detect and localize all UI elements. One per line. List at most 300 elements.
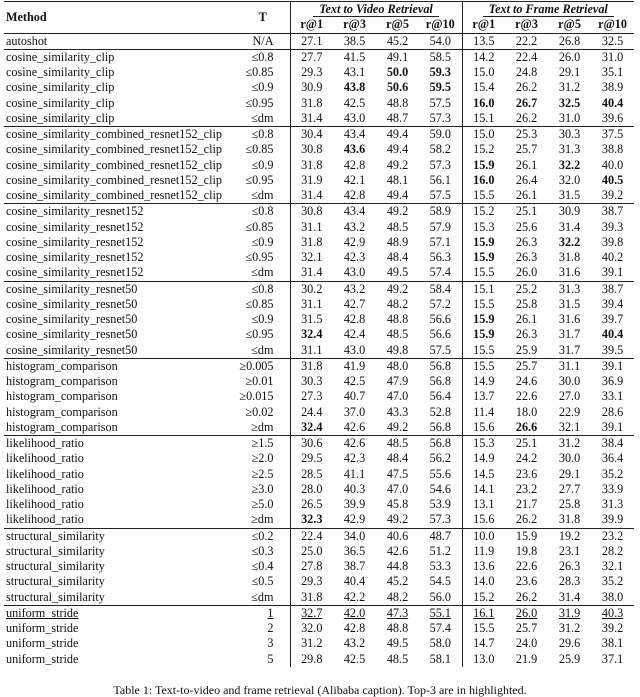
- value-cell: 48.5: [386, 651, 409, 666]
- table-row: [4, 590, 634, 606]
- value-cell: 56.1: [429, 172, 451, 187]
- value-cell: 36.5: [343, 543, 366, 558]
- value-cell: 15.5: [462, 621, 505, 636]
- value-cell: 31.1: [290, 220, 333, 235]
- threshold-cell: ≤0.9: [251, 157, 274, 172]
- value-cell: 11.4: [462, 405, 505, 420]
- threshold-cell: ≤dm: [251, 342, 274, 357]
- value-cell: 31.4: [558, 589, 581, 604]
- value-cell: 47.5: [386, 466, 409, 481]
- threshold-cell: ≤0.85: [245, 296, 274, 311]
- value-cell: 32.1: [601, 559, 624, 573]
- method-group: [4, 127, 634, 204]
- value-cell: 39.9: [601, 512, 624, 527]
- value-cell: 38.7: [591, 281, 634, 297]
- value-cell: 15.3: [462, 220, 505, 235]
- value-cell: 30.8: [290, 142, 333, 157]
- value-cell: 31.8: [290, 158, 333, 173]
- value-cell: 19.8: [515, 543, 538, 558]
- table-row: [4, 111, 634, 127]
- value-cell: 31.1: [290, 343, 333, 359]
- value-cell: 26.8: [548, 33, 591, 49]
- value-cell: 40.3: [591, 605, 634, 621]
- value-cell: 16.0: [462, 173, 505, 188]
- value-cell: 42.1: [343, 172, 366, 187]
- method-cell: histogram_comparison: [4, 358, 236, 374]
- value-cell: 59.5: [429, 80, 451, 95]
- threshold-cell: ≤0.95: [245, 327, 274, 342]
- value-cell: 45.2: [386, 574, 409, 589]
- value-cell: 15.5: [462, 358, 505, 374]
- video-retrieval-group-header: Text to Video Retrieval: [290, 2, 462, 18]
- value-cell: 32.5: [558, 95, 581, 110]
- table-row: [4, 235, 634, 250]
- value-cell: 56.8: [429, 374, 451, 388]
- table-row: [4, 636, 634, 651]
- value-cell: 30.3: [290, 374, 333, 389]
- value-cell: 36.9: [601, 374, 624, 388]
- value-cell: 15.3: [462, 436, 505, 452]
- value-cell: 31.3: [548, 281, 591, 297]
- table-row: [4, 436, 634, 452]
- value-cell: 49.2: [386, 157, 409, 172]
- threshold-cell: ≤0.95: [245, 172, 274, 187]
- value-cell: 22.2: [505, 33, 548, 49]
- value-cell: 57.3: [429, 512, 451, 527]
- value-cell: 57.1: [429, 234, 451, 249]
- value-cell: 57.3: [429, 157, 451, 172]
- table-row: [4, 605, 634, 621]
- value-cell: 45.2: [376, 33, 419, 49]
- value-cell: 15.4: [462, 80, 505, 95]
- value-cell: 32.4: [290, 327, 333, 342]
- threshold-cell: ≥0.01: [245, 374, 274, 388]
- value-cell: 15.2: [462, 590, 505, 606]
- value-cell: 43.3: [386, 404, 409, 419]
- value-cell: 57.5: [429, 342, 451, 357]
- value-cell: 37.5: [591, 127, 634, 143]
- value-cell: 29.1: [558, 466, 581, 481]
- value-cell: 26.5: [290, 497, 333, 512]
- value-cell: 14.1: [462, 482, 505, 497]
- value-cell: 31.8: [558, 512, 581, 527]
- value-cell: 32.2: [558, 157, 581, 172]
- method-cell: cosine_similarity_combined_resnet152_clip: [6, 157, 222, 172]
- value-cell: 26.0: [548, 49, 591, 65]
- value-cell: 31.0: [558, 110, 581, 125]
- value-cell: 29.6: [558, 636, 581, 651]
- value-cell: 42.6: [343, 419, 366, 434]
- value-cell: 26.2: [515, 512, 538, 527]
- table-row: [4, 281, 634, 297]
- value-cell: 40.4: [601, 327, 624, 342]
- value-cell: 13.6: [462, 559, 505, 574]
- threshold-cell: 3: [267, 636, 274, 651]
- value-cell: 32.0: [558, 172, 581, 187]
- value-cell: 24.2: [515, 451, 538, 466]
- value-cell: 22.4: [290, 528, 333, 544]
- value-cell: 40.3: [343, 481, 366, 496]
- value-cell: 32.3: [290, 512, 333, 528]
- threshold-cell: N/A: [236, 33, 290, 49]
- value-cell: 48.2: [386, 296, 409, 311]
- value-cell: 13.1: [462, 497, 505, 512]
- threshold-cell: ≤0.8: [236, 281, 290, 297]
- value-cell: 25.3: [505, 127, 548, 143]
- threshold-cell: ≤0.95: [245, 250, 274, 264]
- method-group: [4, 605, 634, 667]
- threshold-cell: ≤0.9: [251, 80, 274, 95]
- value-cell: 23.6: [515, 574, 538, 589]
- value-cell: 53.9: [429, 497, 451, 511]
- method-group: [4, 528, 634, 605]
- value-cell: 38.7: [343, 559, 366, 573]
- value-cell: 31.2: [548, 436, 591, 452]
- table-row: [4, 405, 634, 420]
- value-cell: 29.5: [290, 451, 333, 466]
- value-cell: 42.3: [343, 250, 366, 264]
- value-cell: 31.2: [290, 636, 333, 651]
- value-cell: 39.1: [591, 358, 634, 374]
- header-row-groups: [4, 2, 634, 18]
- value-cell: 32.1: [558, 419, 581, 434]
- threshold-cell: ≤0.9: [251, 312, 274, 326]
- value-cell: 15.5: [462, 265, 505, 281]
- method-group: [4, 49, 634, 126]
- threshold-cell: ≥0.02: [245, 404, 274, 419]
- threshold-cell: ≤0.9: [251, 234, 274, 249]
- threshold-cell: 2: [267, 621, 274, 635]
- value-cell: 15.0: [462, 127, 505, 143]
- value-cell: 42.6: [333, 436, 376, 452]
- metric-header: r@10: [419, 17, 462, 33]
- value-cell: 41.1: [343, 466, 366, 481]
- metric-header: r@10: [591, 17, 634, 33]
- value-cell: 49.2: [376, 204, 419, 220]
- value-cell: 24.4: [290, 405, 333, 420]
- value-cell: 27.3: [290, 389, 333, 404]
- value-cell: 56.8: [419, 358, 462, 374]
- value-cell: 49.8: [386, 342, 409, 357]
- value-cell: 38.5: [333, 33, 376, 49]
- value-cell: 31.4: [290, 265, 333, 281]
- method-group: [4, 33, 634, 49]
- value-cell: 47.0: [386, 481, 409, 496]
- value-cell: 31.7: [558, 342, 581, 357]
- value-cell: 26.3: [515, 250, 538, 264]
- value-cell: 54.6: [429, 481, 451, 496]
- value-cell: 31.4: [558, 219, 581, 234]
- value-cell: 38.7: [591, 204, 634, 220]
- value-cell: 14.9: [462, 451, 505, 466]
- value-cell: 48.0: [376, 358, 419, 374]
- table-row: [4, 528, 634, 544]
- value-cell: 25.2: [505, 281, 548, 297]
- table-row: [4, 65, 634, 80]
- value-cell: 42.8: [343, 188, 366, 202]
- value-cell: 15.5: [462, 188, 505, 204]
- value-cell: 47.3: [376, 605, 419, 621]
- value-cell: 31.2: [558, 621, 581, 635]
- value-cell: 56.8: [429, 419, 451, 434]
- value-cell: 39.1: [601, 419, 624, 434]
- value-cell: 14.5: [462, 467, 505, 482]
- value-cell: 51.2: [429, 543, 451, 558]
- value-cell: 35.1: [601, 65, 624, 79]
- value-cell: 28.2: [601, 543, 624, 558]
- value-cell: 49.4: [386, 142, 409, 157]
- value-cell: 26.6: [515, 419, 538, 434]
- value-cell: 25.9: [558, 651, 581, 666]
- value-cell: 26.3: [515, 327, 538, 342]
- value-cell: 15.9: [462, 250, 505, 265]
- table-row: [4, 652, 634, 667]
- value-cell: 56.8: [419, 436, 462, 452]
- value-cell: 53.3: [429, 559, 451, 573]
- value-cell: 52.8: [429, 404, 451, 419]
- value-cell: 58.2: [429, 142, 451, 157]
- method-cell: cosine_similarity_combined_resnet152_clip: [6, 188, 222, 202]
- value-cell: 23.2: [591, 528, 634, 544]
- value-cell: 39.6: [601, 110, 624, 125]
- value-cell: 39.5: [601, 342, 624, 357]
- method-cell: cosine_similarity_combined_resnet152_clip: [4, 127, 236, 143]
- value-cell: 42.5: [343, 374, 366, 388]
- value-cell: 32.4: [290, 420, 333, 436]
- value-cell: 22.6: [515, 389, 538, 404]
- value-cell: 48.9: [386, 234, 409, 249]
- value-cell: 31.9: [290, 173, 333, 188]
- method-cell: cosine_similarity_resnet50: [6, 342, 138, 357]
- method-cell: likelihood_ratio: [4, 436, 236, 452]
- value-cell: 31.8: [558, 250, 581, 264]
- value-cell: 49.5: [386, 636, 409, 651]
- value-cell: 57.9: [429, 219, 451, 234]
- value-cell: 40.4: [601, 95, 624, 110]
- value-cell: 57.3: [429, 110, 451, 125]
- method-cell: cosine_similarity_resnet152: [6, 250, 144, 264]
- value-cell: 13.5: [462, 33, 505, 49]
- table-row: [4, 358, 634, 374]
- method-cell: structural_similarity: [6, 574, 105, 589]
- method-cell: cosine_similarity_resnet152: [6, 265, 144, 280]
- value-cell: 59.0: [419, 127, 462, 143]
- table-row: [4, 574, 634, 589]
- value-cell: 43.4: [333, 127, 376, 143]
- value-cell: 15.5: [462, 297, 505, 312]
- table-row: [4, 33, 634, 49]
- value-cell: 25.6: [515, 219, 538, 234]
- value-cell: 31.3: [558, 142, 581, 157]
- value-cell: 50.6: [386, 80, 409, 95]
- value-cell: 48.8: [386, 95, 409, 110]
- value-cell: 31.4: [290, 111, 333, 127]
- value-cell: 25.7: [515, 142, 538, 157]
- threshold-cell: ≤0.95: [245, 95, 274, 110]
- value-cell: 32.7: [290, 605, 333, 621]
- value-cell: 38.8: [601, 142, 624, 157]
- value-cell: 24.8: [515, 65, 538, 79]
- value-cell: 31.1: [290, 297, 333, 312]
- value-cell: 39.8: [601, 234, 624, 249]
- value-cell: 45.8: [386, 497, 409, 511]
- value-cell: 31.6: [558, 265, 581, 280]
- value-cell: 42.8: [343, 312, 366, 326]
- threshold-cell: ≥0.015: [239, 389, 274, 404]
- value-cell: 43.2: [333, 281, 376, 297]
- method-cell: cosine_similarity_clip: [6, 110, 115, 125]
- method-cell: structural_similarity: [6, 559, 105, 573]
- threshold-cell: ≥dm: [251, 512, 274, 527]
- value-cell: 28.5: [290, 467, 333, 482]
- value-cell: 30.0: [558, 451, 581, 466]
- value-cell: 42.9: [343, 234, 366, 249]
- value-cell: 31.5: [558, 188, 581, 202]
- value-cell: 42.8: [343, 621, 366, 635]
- method-group: [4, 281, 634, 358]
- value-cell: 26.2: [515, 80, 538, 95]
- value-cell: 43.8: [343, 80, 366, 95]
- value-cell: 40.2: [601, 250, 624, 264]
- value-cell: 43.0: [343, 265, 366, 280]
- table-row: [4, 512, 634, 528]
- method-cell: histogram_comparison: [6, 389, 118, 404]
- value-cell: 21.9: [515, 651, 538, 666]
- method-cell: cosine_similarity_resnet50: [6, 312, 138, 326]
- value-cell: 48.1: [386, 172, 409, 187]
- value-cell: 31.5: [558, 296, 581, 311]
- value-cell: 47.9: [386, 374, 409, 388]
- value-cell: 44.8: [386, 559, 409, 573]
- table-row: [4, 482, 634, 497]
- value-cell: 25.7: [505, 358, 548, 374]
- value-cell: 26.1: [515, 157, 538, 172]
- table-row: [4, 467, 634, 482]
- table-row: [4, 80, 634, 95]
- value-cell: 58.1: [429, 651, 451, 666]
- value-cell: 56.3: [429, 250, 451, 264]
- value-cell: 39.4: [601, 296, 624, 311]
- value-cell: 57.4: [429, 621, 451, 635]
- value-cell: 43.0: [343, 110, 366, 125]
- value-cell: 48.4: [386, 250, 409, 264]
- method-cell: histogram_comparison: [6, 374, 118, 388]
- value-cell: 31.9: [548, 605, 591, 621]
- threshold-cell: ≥3.0: [251, 481, 274, 496]
- value-cell: 40.7: [343, 389, 366, 404]
- value-cell: 31.8: [290, 96, 333, 111]
- value-cell: 47.0: [386, 389, 409, 404]
- value-cell: 43.2: [343, 636, 366, 651]
- threshold-cell: ≤0.8: [236, 49, 290, 65]
- value-cell: 49.4: [386, 188, 409, 202]
- value-cell: 48.8: [386, 621, 409, 635]
- method-cell: cosine_similarity_resnet50: [6, 296, 138, 311]
- value-cell: 42.3: [343, 451, 366, 466]
- table-row: [4, 158, 634, 173]
- threshold-cell: ≥2.5: [251, 466, 274, 481]
- table-row: [4, 497, 634, 512]
- value-cell: 22.4: [505, 49, 548, 65]
- metric-header: r@1: [462, 17, 505, 33]
- value-cell: 16.0: [462, 96, 505, 111]
- table-row: [4, 420, 634, 436]
- value-cell: 34.0: [333, 528, 376, 544]
- table-row: [4, 389, 634, 404]
- value-cell: 32.1: [290, 250, 333, 265]
- method-cell: cosine_similarity_resnet152: [4, 204, 236, 220]
- threshold-cell: 1: [236, 605, 290, 621]
- value-cell: 14.9: [462, 374, 505, 389]
- value-cell: 29.1: [558, 65, 581, 79]
- value-cell: 15.9: [462, 158, 505, 173]
- value-cell: 57.5: [429, 188, 451, 202]
- value-cell: 15.9: [462, 327, 505, 342]
- value-cell: 42.9: [343, 512, 366, 527]
- table-row: [4, 374, 634, 389]
- method-cell: cosine_similarity_combined_resnet152_clip: [6, 172, 222, 187]
- value-cell: 39.2: [601, 188, 624, 202]
- method-cell: likelihood_ratio: [6, 466, 84, 481]
- value-cell: 49.4: [376, 127, 419, 143]
- method-cell: likelihood_ratio: [6, 497, 84, 511]
- value-cell: 28.0: [290, 482, 333, 497]
- value-cell: 39.3: [601, 219, 624, 234]
- method-cell: histogram_comparison: [6, 419, 118, 434]
- threshold-cell: ≤dm: [251, 188, 274, 202]
- method-group: [4, 204, 634, 281]
- value-cell: 27.7: [558, 481, 581, 496]
- value-cell: 32.0: [290, 621, 333, 636]
- metric-header: r@3: [505, 17, 548, 33]
- value-cell: 29.3: [290, 65, 333, 80]
- table-row: [4, 188, 634, 204]
- value-cell: 15.9: [505, 528, 548, 544]
- threshold-cell: ≤0.8: [236, 127, 290, 143]
- value-cell: 58.4: [419, 281, 462, 297]
- table-row: [4, 204, 634, 220]
- value-cell: 19.2: [548, 528, 591, 544]
- value-cell: 15.5: [462, 343, 505, 359]
- value-cell: 39.2: [601, 621, 624, 635]
- value-cell: 31.1: [548, 358, 591, 374]
- value-cell: 26.2: [515, 110, 538, 125]
- value-cell: 43.0: [343, 342, 366, 357]
- value-cell: 39.1: [601, 265, 624, 280]
- value-cell: 38.0: [601, 589, 624, 604]
- value-cell: 25.9: [515, 342, 538, 357]
- threshold-cell: ≤0.8: [236, 204, 290, 220]
- value-cell: 26.3: [515, 234, 538, 249]
- value-cell: 25.7: [515, 621, 538, 635]
- method-cell: cosine_similarity_resnet50: [6, 327, 138, 342]
- method-cell: structural_similarity: [6, 589, 105, 604]
- value-cell: 57.4: [429, 265, 451, 280]
- value-cell: 39.9: [343, 497, 366, 511]
- table-row: [4, 451, 634, 466]
- threshold-cell: ≤0.5: [251, 574, 274, 589]
- value-cell: 43.2: [343, 219, 366, 234]
- value-cell: 56.4: [429, 389, 451, 404]
- method-cell: cosine_similarity_clip: [6, 80, 115, 95]
- metric-header: r@3: [333, 17, 376, 33]
- value-cell: 48.5: [376, 436, 419, 452]
- value-cell: 26.1: [515, 188, 538, 202]
- value-cell: 42.2: [343, 589, 366, 604]
- threshold-cell: ≤0.3: [251, 543, 274, 558]
- threshold-cell: ≤dm: [251, 265, 274, 280]
- value-cell: 54.0: [419, 33, 462, 49]
